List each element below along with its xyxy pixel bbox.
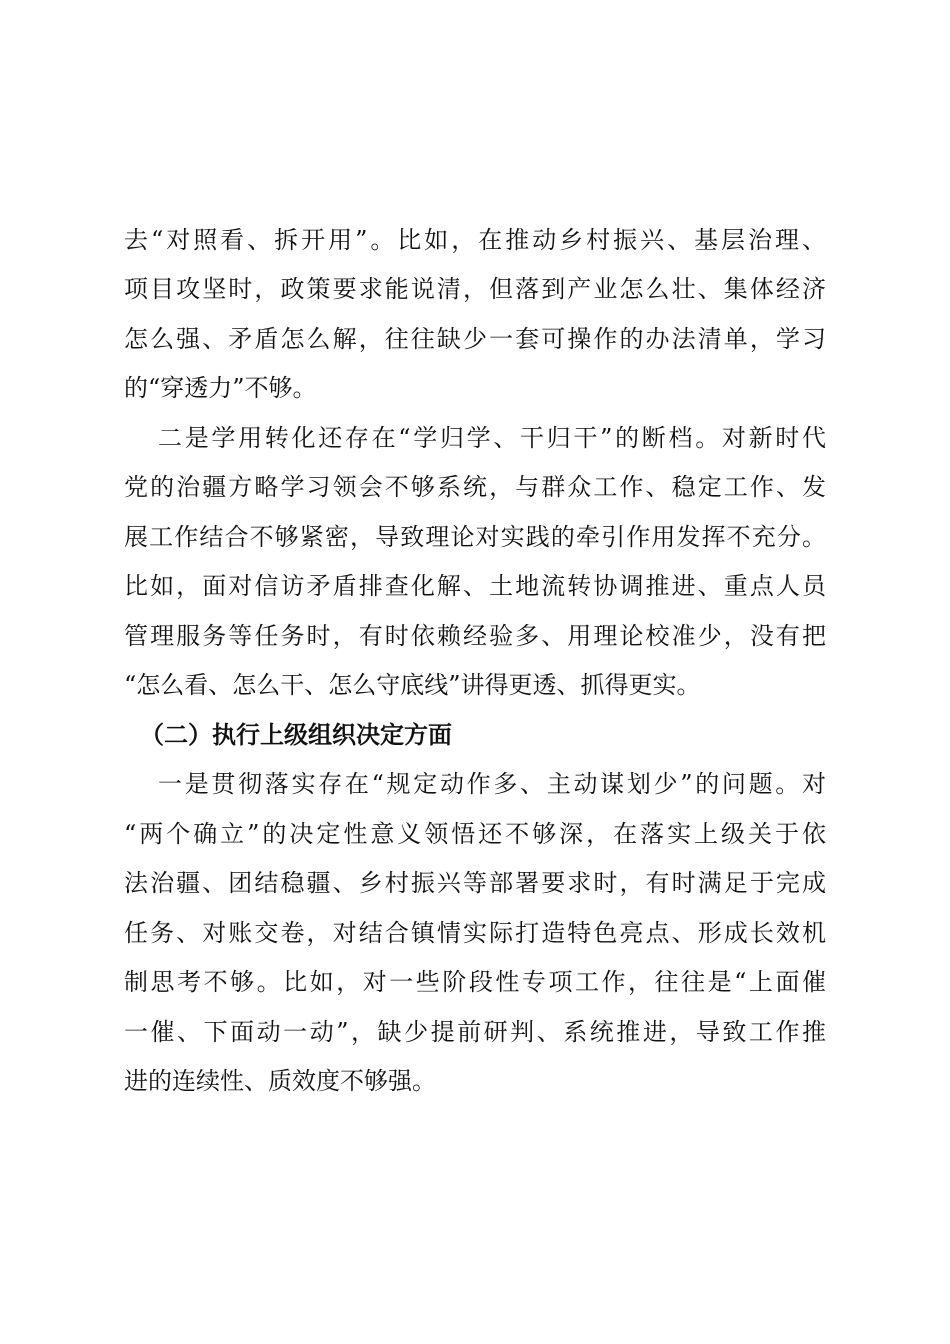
paragraph-2-line-4: 比如，面对信访矛盾排查化解、土地流转协调推进、重点人员 [124, 572, 826, 600]
paragraph-3-line-1: 一是贯彻落实存在“规定动作多、主动谋划少”的问题。对 [158, 770, 826, 798]
paragraph-3-line-5: 制思考不够。比如，对一些阶段性专项工作，往往是“上面催 [124, 968, 826, 996]
paragraph-2-line-6: “怎么看、怎么干、怎么守底线”讲得更透、抓得更实。 [124, 671, 701, 699]
paragraph-2-line-5: 管理服务等任务时，有时依赖经验多、用理论校准少，没有把 [124, 622, 826, 650]
paragraph-3-line-2: “两个确立”的决定性意义领悟还不够深，在落实上级关于依 [124, 820, 826, 848]
paragraph-3-line-4: 任务、对账交卷，对结合镇情实际打造特色亮点、形成长效机 [124, 919, 826, 947]
paragraph-2-line-1: 二是学用转化还存在“学归学、干归干”的断档。对新时代 [158, 424, 826, 452]
paragraph-1-line-1: 去“对照看、拆开用”。比如，在推动乡村振兴、基层治理、 [124, 226, 826, 254]
paragraph-2-line-2: 党的治疆方略学习领会不够系统，与群众工作、稳定工作、发 [124, 473, 826, 501]
section-heading: （二）执行上级组织决定方面 [140, 720, 452, 749]
paragraph-2-line-3: 展工作结合不够紧密，导致理论对实践的牵引作用发挥不充分。 [124, 523, 826, 551]
paragraph-1-line-4: 的“穿透力”不够。 [124, 374, 317, 402]
paragraph-3-line-3: 法治疆、团结稳疆、乡村振兴等部署要求时，有时满足于完成 [124, 869, 826, 897]
paragraph-1-line-3: 怎么强、矛盾怎么解，往往缺少一套可操作的办法清单，学习 [124, 325, 826, 353]
paragraph-3-line-6: 一催、下面动一动”，缺少提前研判、系统推进，导致工作推 [124, 1018, 826, 1046]
paragraph-3-line-7: 进的连续性、质效度不够强。 [124, 1067, 436, 1095]
paragraph-1-line-2: 项目攻坚时，政策要求能说清，但落到产业怎么壮、集体经济 [124, 275, 826, 303]
